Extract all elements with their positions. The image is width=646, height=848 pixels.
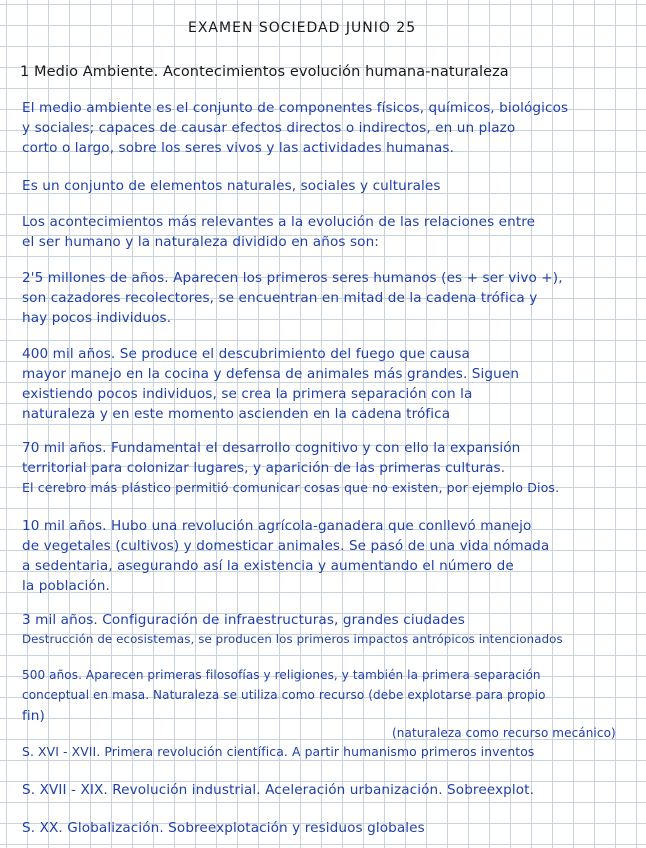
text-line: 10 mil años. Hubo una revolución agrícola-ganadera que conllevó manejo (22, 518, 532, 534)
text-line: son cazadores recolectores, se encuentran en mitad de la cadena trófica y (22, 290, 538, 306)
text-line: de vegetales (cultivos) y domesticar animales. Se pasó de una vida nómada (22, 538, 550, 554)
text-line: S. XVII - XIX. Revolución industrial. Aceleración urbanización. Sobreexplot. (22, 782, 535, 798)
text-line: Destrucción de ecosistemas, se producen los primeros impactos antrópicos intencionados (22, 632, 563, 646)
text-line: existiendo pocos individuos, se crea la primera separación con la (22, 386, 473, 402)
page-title: EXAMEN SOCIEDAD JUNIO 25 (188, 20, 417, 36)
text-line: 70 mil años. Fundamental el desarrollo cognitivo y con ello la expansión (22, 440, 521, 456)
section-heading: 1 Medio Ambiente. Acontecimientos evolución humana-naturaleza (20, 64, 509, 80)
text-line: S. XX. Globalización. Sobreexplotación y residuos globales (22, 820, 425, 836)
text-line: El cerebro más plástico permitió comunicar cosas que no existen, por ejemplo Dios. (22, 480, 560, 495)
text-line: corto o largo, sobre los seres vivos y las actividades humanas. (22, 140, 455, 156)
text-line: 400 mil años. Se produce el descubrimiento del fuego que causa (22, 346, 470, 362)
text-line: Los acontecimientos más relevantes a la evolución de las relaciones entre (22, 214, 536, 230)
text-line: territorial para colonizar lugares, y aparición de las primeras culturas. (22, 460, 506, 476)
text-line: hay pocos individuos. (22, 310, 172, 326)
text-line: el ser humano y la naturaleza dividido en años son: (22, 234, 379, 250)
text-line: a sedentaria, asegurando así la existencia y aumentando el número de (22, 558, 514, 574)
text-line: mayor manejo en la cocina y defensa de animales más grandes. Siguen (22, 366, 520, 382)
text-line: 500 años. Aparecen primeras filosofías y religiones, y también la primera separación (22, 668, 541, 682)
text-line: S. XVI - XVII. Primera revolución científica. A partir humanismo primeros inventos (22, 744, 535, 759)
text-line: (naturaleza como recurso mecánico) (392, 726, 616, 740)
text-line: Es un conjunto de elementos naturales, sociales y culturales (22, 178, 441, 194)
text-line: conceptual en masa. Naturaleza se utiliza como recurso (debe explotarse para propio (22, 688, 546, 702)
text-line: El medio ambiente es el conjunto de componentes físicos, químicos, biológicos (22, 100, 569, 116)
text-line: fin) (22, 708, 45, 724)
text-line: 2'5 millones de años. Aparecen los primeros seres humanos (es + ser vivo +), (22, 270, 563, 286)
text-line: y sociales; capaces de causar efectos directos o indirectos, en un plazo (22, 120, 516, 136)
text-line: naturaleza y en este momento ascienden en la cadena trófica (22, 406, 451, 422)
text-line: la población. (22, 578, 110, 594)
text-line: 3 mil años. Configuración de infraestructuras, grandes ciudades (22, 612, 465, 628)
